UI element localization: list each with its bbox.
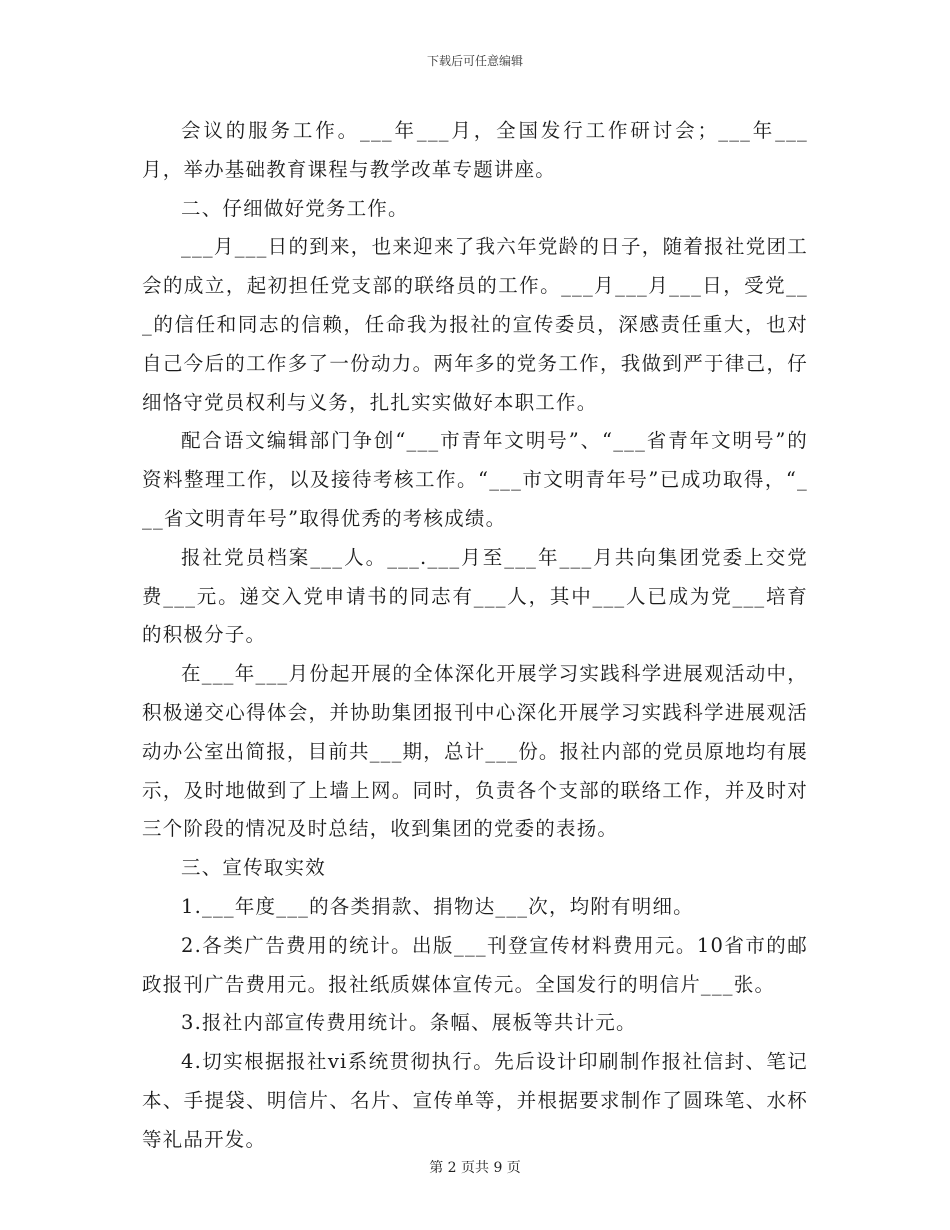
paragraph-5: 报社党员档案___人。___.___月至___年___月共向集团党委上交党费___元。递交入党申请书的同志有___人，其中___人已成为党___培育的积极分子。 xyxy=(142,545,808,647)
page-header: 下载后可任意编辑 xyxy=(426,54,523,68)
list-item-1: 1.___年度___的各类捐款、捐物达___次，均附有明细。 xyxy=(181,894,694,918)
paragraph-1: 会议的服务工作。___年___月，全国发行工作研讨会；___年___月，举办基础教育课程与教学改革专题讲座。 xyxy=(142,119,808,181)
list-item-4: 4.切实根据报社vi系统贯彻执行。先后设计印刷制作报社信封、笔记本、手提袋、明信片、名片、宣传单等，并根据要求制作了圆珠笔、水杯等礼品开发。 xyxy=(142,1050,808,1151)
paragraph-6: 在___年___月份起开展的全体深化开展学习实践科学进展观活动中，积极递交心得体会，并协助集团报刊中心深化开展学习实践科学进展观活动办公室出简报，目前共___期，总计___份。报社内部的党员原地均有展示，及时地做到了上墙上网。同时，负责各个支部的联络工作，并及时对三个阶段的情况及时总结，收到集团的党委的表扬。 xyxy=(142,662,809,841)
section-heading-2: 二、仔细做好党务工作。 xyxy=(181,196,409,220)
paragraph-4: 配合语文编辑部门争创“___市青年文明号”、“___省青年文明号”的资料整理工作，以及接待考核工作。“___市文明青年号”已成功取得，“___省文明青年号”取得优秀的考核成绩。 xyxy=(142,429,808,530)
paragraph-3: ___月___日的到来，也来迎来了我六年党龄的日子，随着报社党团工会的成立，起初担任党支部的联络员的工作。___月___月___日，受党___的信任和同志的信赖，任命我为报社的宣传委员，深感责任重大，也对自己今后的工作多了一份动力。两年多的党务工作，我做到严于律己，仔细恪守党员权利与义务，扎扎实实做好本职工作。 xyxy=(142,235,808,414)
list-item-3: 3.报社内部宣传费用统计。条幅、展板等共计元。 xyxy=(181,1011,637,1035)
list-item-2: 2.各类广告费用的统计。出版___刊登宣传材料费用元。10省市的邮政报刊广告费用元。报社纸质媒体宣传元。全国发行的明信片___张。 xyxy=(142,933,808,996)
document-body xyxy=(142,112,808,1160)
section-heading-3: 三、宣传取实效 xyxy=(181,856,326,880)
page-footer: 第 2 页共 9 页 xyxy=(429,1160,521,1176)
